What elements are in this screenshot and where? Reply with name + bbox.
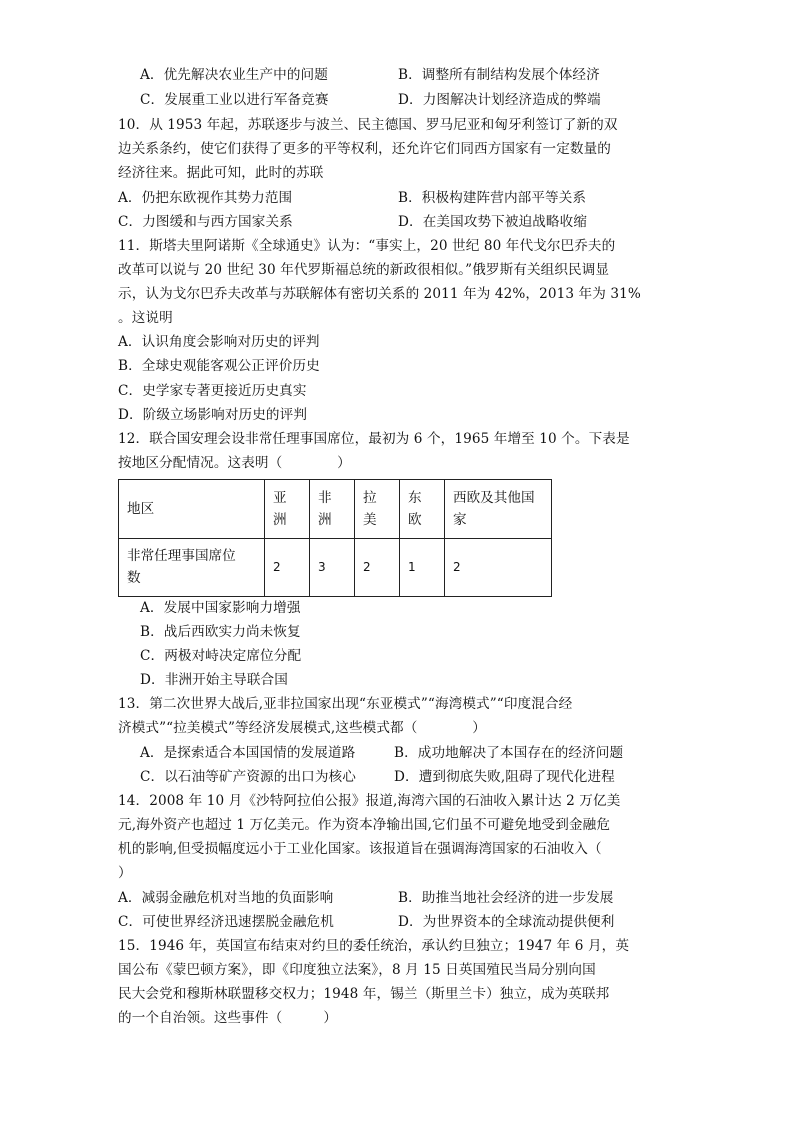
value-africa: 3 bbox=[318, 560, 326, 575]
value-eastern-europe: 1 bbox=[408, 560, 416, 575]
q10-option-b: B．积极构建阵营内部平等关系 bbox=[398, 190, 587, 206]
q14-option-c: C．可使世界经济迅速摆脱金融危机 bbox=[118, 914, 334, 930]
q11-option-c: C．史学家专著更接近历史真实 bbox=[118, 383, 307, 399]
table-header-cell bbox=[355, 480, 400, 539]
q12-option-a: A．发展中国家影响力增强 bbox=[140, 600, 301, 616]
q11-option-a: A．认识角度会影响对历史的评判 bbox=[118, 334, 320, 350]
q12-option-b: B．战后西欧实力尚未恢复 bbox=[140, 624, 301, 640]
table-cell bbox=[265, 538, 310, 597]
q13-stem-line-2: 济模式”“拉美模式”等经济发展模式,这些模式都（ ） bbox=[118, 720, 486, 736]
q9-option-a: A．优先解决农业生产中的问题 bbox=[140, 67, 328, 83]
table-header-cell bbox=[119, 480, 265, 539]
q11-stem-line-2: 改革可以说与 20 世纪 30 年代罗斯福总统的新政很相似。”俄罗斯有关组织民调显 bbox=[118, 262, 610, 278]
table-header-row bbox=[119, 480, 552, 539]
q11-stem-line-4: 。这说明 bbox=[118, 310, 173, 326]
table-cell bbox=[310, 538, 355, 597]
q10-option-c: C．力图缓和与西方国家关系 bbox=[118, 214, 293, 230]
q9-option-b: B．调整所有制结构发展个体经济 bbox=[398, 67, 600, 83]
value-western-europe: 2 bbox=[453, 560, 461, 575]
value-asia: 2 bbox=[273, 560, 281, 575]
q9-option-d: D．力图解决计划经济造成的弊端 bbox=[398, 92, 601, 108]
q14-stem-line-1: 14．2008 年 10 月《沙特阿拉伯公报》报道,海湾六国的石油收入累计达 2 万亿美 bbox=[118, 793, 621, 809]
table-header-cell bbox=[265, 480, 310, 539]
value-latin-america: 2 bbox=[363, 560, 371, 575]
row-label: 非常任理事国席位 数 bbox=[127, 548, 236, 587]
q15-stem-line-1: 15．1946 年，英国宣布结束对约旦的委任统治，承认约旦独立；1947 年 6 月，英 bbox=[118, 938, 630, 954]
q13-option-b: B．成功地解决了本国存在的经济问题 bbox=[394, 745, 624, 761]
q13-option-a: A．是探索适合本国国情的发展道路 bbox=[140, 745, 356, 761]
q10-option-d: D．在美国攻势下被迫战略收缩 bbox=[398, 214, 588, 230]
q10-stem-line-2: 边关系条约，使它们获得了更多的平等权利，还允许它们同西方国家有一定数量的 bbox=[118, 141, 611, 157]
header-africa: 非 洲 bbox=[318, 489, 332, 528]
q12-stem-line-2: 按地区分配情况。这表明（ ） bbox=[118, 455, 351, 471]
q13-stem-line-1: 13．第二次世界大战后,亚非拉国家出现“东亚模式”“海湾模式”“印度混合经 bbox=[118, 696, 573, 712]
header-latin-america: 拉 美 bbox=[363, 489, 377, 528]
table-header-cell bbox=[310, 480, 355, 539]
q12-option-c: C．两极对峙决定席位分配 bbox=[140, 648, 302, 664]
q11-stem-line-3: 示，认为戈尔巴乔夫改革与苏联解体有密切关系的 2011 年为 42%，2013 年为 31% bbox=[118, 286, 641, 302]
q12-stem-line-1: 12．联合国安理会设非常任理事国席位，最初为 6 个，1965 年增至 10 个。下表是 bbox=[118, 431, 630, 447]
q11-option-d: D．阶级立场影响对历史的评判 bbox=[118, 407, 308, 423]
header-eastern-europe: 东 欧 bbox=[408, 489, 422, 528]
q11-option-b: B．全球史观能客观公正评价历史 bbox=[118, 358, 320, 374]
table-cell bbox=[119, 538, 265, 597]
q12-option-d: D．非洲开始主导联合国 bbox=[140, 672, 288, 688]
q11-stem-line-1: 11．斯塔夫里阿诺斯《全球通史》认为：“事实上，20 世纪 80 年代戈尔巴乔夫的 bbox=[118, 238, 616, 254]
q15-stem-line-2: 国公布《蒙巴顿方案》，即《印度独立法案》，8 月 15 日英国殖民当局分别向国 bbox=[118, 962, 596, 978]
q10-stem-line-1: 10．从 1953 年起，苏联逐步与波兰、民主德国、罗马尼亚和匈牙利签订了新的双 bbox=[118, 117, 618, 133]
q15-stem-line-4: 的一个自治领。这些事件（ ） bbox=[118, 1010, 338, 1026]
table-header-cell bbox=[400, 480, 445, 539]
seat-distribution-table bbox=[118, 479, 552, 597]
header-western-europe: 西欧及其他国 家 bbox=[453, 489, 535, 528]
q14-option-d: D．为世界资本的全球流动提供便利 bbox=[398, 914, 615, 930]
q10-option-a: A．仍把东欧视作其势力范围 bbox=[118, 190, 293, 206]
table-cell bbox=[400, 538, 445, 597]
table-row bbox=[119, 538, 552, 597]
q15-stem-line-3: 民大会党和穆斯林联盟移交权力；1948 年，锡兰（斯里兰卡）独立，成为英联邦 bbox=[118, 986, 610, 1002]
q14-option-b: B．助推当地社会经济的进一步发展 bbox=[398, 890, 614, 906]
q10-stem-line-3: 经济往来。据此可知，此时的苏联 bbox=[118, 165, 324, 181]
header-region: 地区 bbox=[127, 500, 155, 517]
q14-option-a: A．减弱金融危机对当地的负面影响 bbox=[118, 890, 334, 906]
q14-stem-line-4: ） bbox=[118, 865, 132, 881]
q9-option-c: C．发展重工业以进行军备竞赛 bbox=[140, 92, 329, 108]
table-header-cell bbox=[445, 480, 552, 539]
q14-stem-line-3: 机的影响,但受损幅度远小于工业化国家。该报道旨在强调海湾国家的石油收入（ bbox=[118, 841, 602, 857]
table-cell bbox=[355, 538, 400, 597]
q13-option-c: C．以石油等矿产资源的出口为核心 bbox=[140, 769, 356, 785]
header-asia: 亚 洲 bbox=[273, 489, 287, 528]
table-cell bbox=[445, 538, 552, 597]
q14-stem-line-2: 元,海外资产也超过 1 万亿美元。作为资本净输出国,它们虽不可避免地受到金融危 bbox=[118, 817, 611, 833]
q13-option-d: D．遭到彻底失败,阻碍了现代化进程 bbox=[394, 769, 615, 785]
